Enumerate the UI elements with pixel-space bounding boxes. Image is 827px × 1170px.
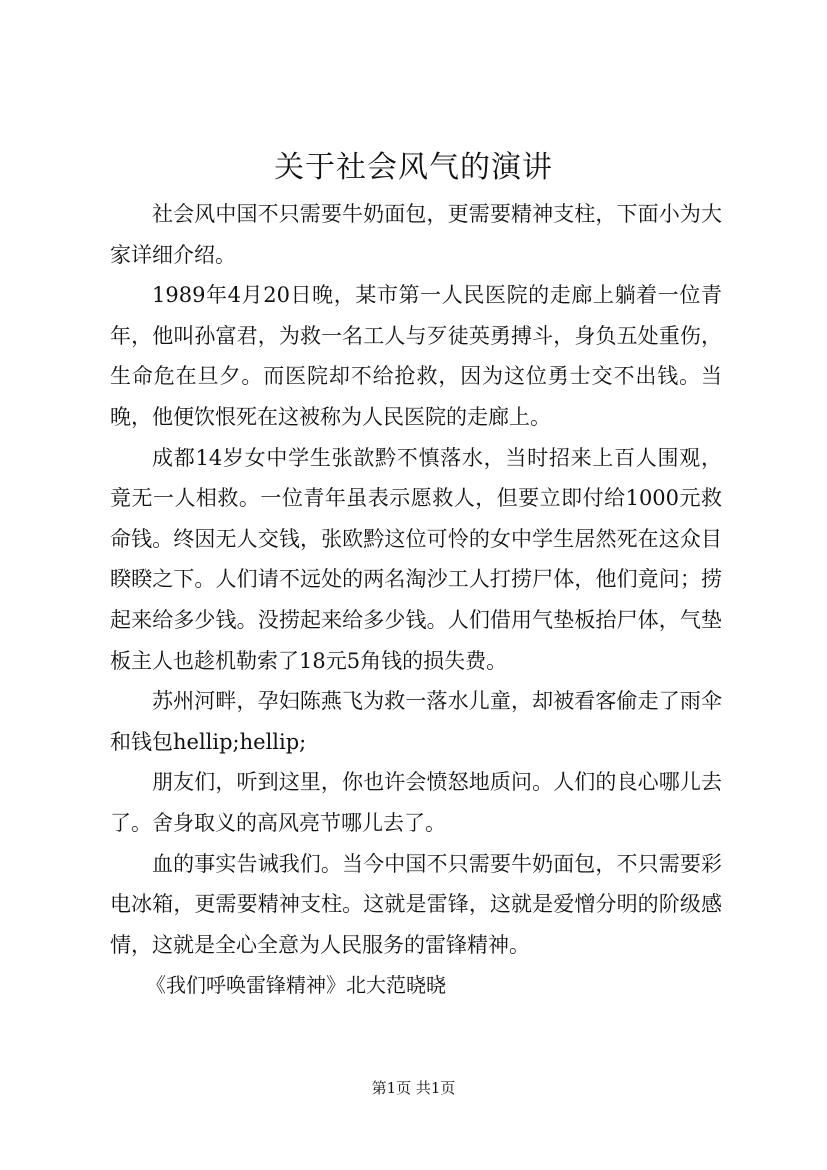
paragraph-friends: 朋友们，听到这里，你也许会愤怒地质问。人们的良心哪儿去了。舍身取义的高风亮节哪儿去了。 — [110, 770, 722, 835]
page-footer: 第1页 共1页 — [371, 1079, 456, 1097]
paragraph-intro: 社会风中国不只需要牛奶面包，更需要精神支柱，下面小为大家详细介绍。 — [110, 202, 722, 267]
document-title: 关于社会风气的演讲 — [274, 150, 553, 185]
signature-line: 《我们呼唤雷锋精神》北大范晓晓 — [146, 973, 446, 998]
paragraph-suzhou: 苏州河畔，孕妇陈燕飞为救一落水儿童，却被看客偷走了雨伞和钱包hellip;hellip; — [110, 689, 722, 754]
document-body — [110, 194, 722, 1006]
paragraph-conclusion: 血的事实告诫我们。当今中国不只需要牛奶面包，不只需要彩电冰箱，更需要精神支柱。这就是雷锋，这就是爱憎分明的阶级感情，这就是全心全意为人民服务的雷锋精神。 — [110, 851, 722, 957]
paragraph-sun-fujun: 1989年4月20日晚，某市第一人民医院的走廊上躺着一位青年，他叫孙富君，为救一名工人与歹徒英勇搏斗，身负五处重伤，生命危在旦夕。而医院却不给抢救，因为这位勇士交不出钱。当晚，他便饮恨死在这被称为人民医院的走廊上。 — [110, 283, 722, 429]
paragraph-chengdu: 成都14岁女中学生张歆黔不慎落水，当时招来上百人围观，竟无一人相救。一位青年虽表示愿救人，但要立即付给1000元救命钱。终因无人交钱，张欧黔这位可怜的女中学生居然死在这众目睽睽之下。人们请不远处的两名淘沙工人打捞尸体，他们竟问；捞起来给多少钱。没捞起来给多少钱。人们借用气垫板抬尸体，气垫板主人也趁机勒索了18元5角钱的损失费。 — [110, 445, 722, 673]
